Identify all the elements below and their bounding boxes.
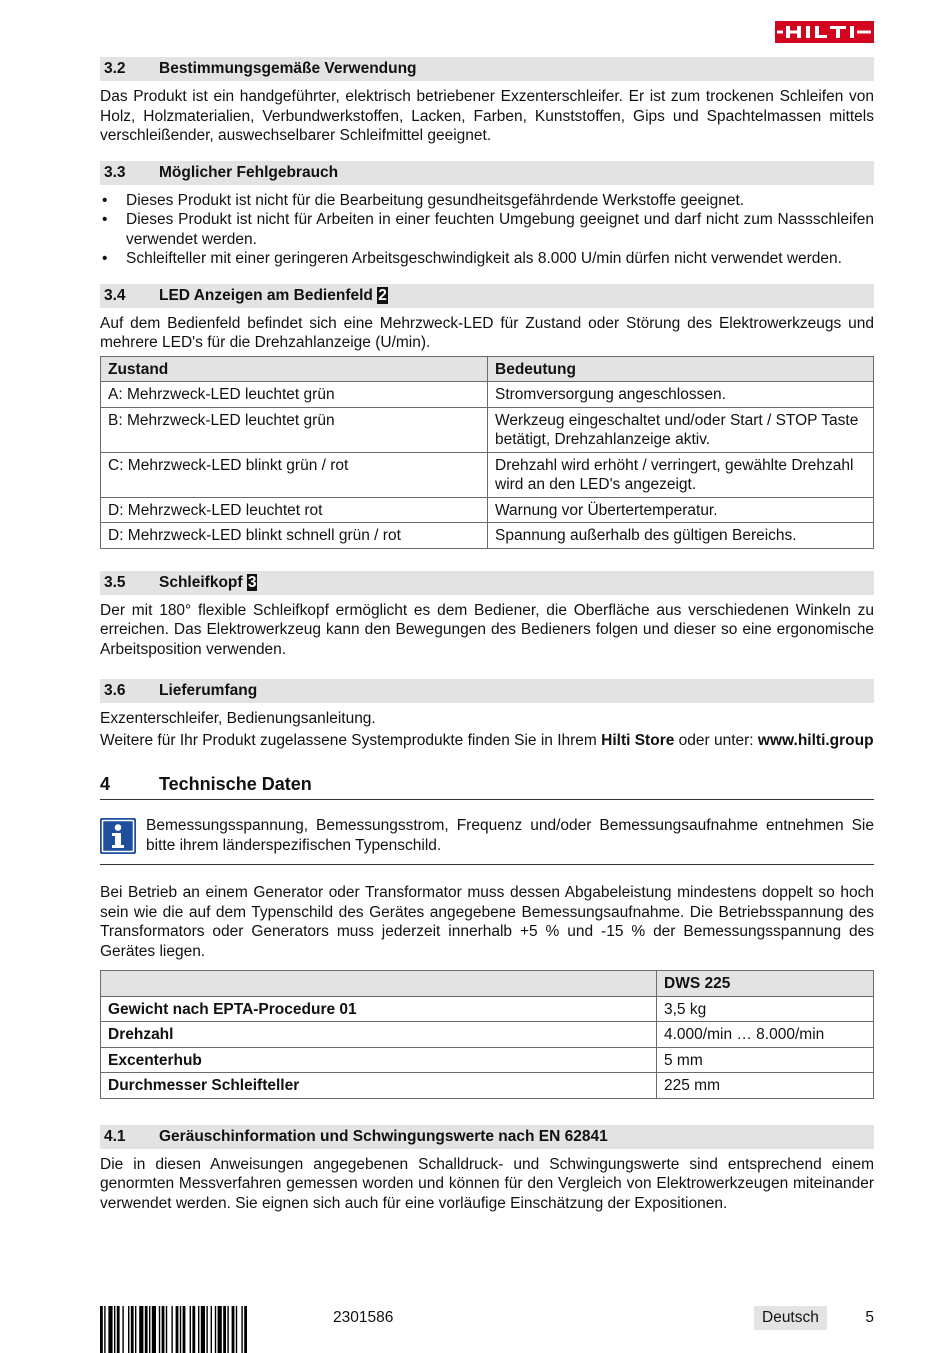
figure-reference: 2 [378, 286, 387, 304]
table-cell: 5 mm [657, 1047, 874, 1073]
section-text-4: Bei Betrieb an einem Generator oder Transformator muss dessen Abgabeleistung mindestens doppelt so hoch sein wie die auf dem Typenschild des Gerätes angegebene Bemessungsaufnahme. Die Betriebsspannung des Transformators oder Generators muss jederzeit innerhalb +5 % und -15 % der Bemessungsspannung des Gerätes liegen. [100, 884, 874, 960]
table-header-cell: DWS 225 [657, 971, 874, 997]
table-header-cell: Bedeutung [488, 356, 874, 382]
table-cell: A: Mehrzweck-LED leuchtet grün [101, 382, 488, 408]
page-footer [100, 1306, 874, 1353]
section-number: 3.3 [104, 163, 126, 181]
table-row [101, 523, 874, 549]
table-row [101, 1073, 874, 1099]
chapter-heading-4 [100, 772, 874, 800]
section-heading-3-2 [100, 57, 874, 81]
section-title: Schleifkopf 3 [159, 573, 257, 591]
table-cell: Warnung vor Übertertemperatur. [488, 497, 874, 523]
table-cell: Excenterhub [101, 1047, 657, 1073]
table-cell: Drehzahl [101, 1022, 657, 1048]
section-title: Geräuschinformation und Schwingungswerte nach EN 62841 [159, 1127, 608, 1145]
section-title: Lieferumfang [159, 682, 258, 699]
language-badge: Deutsch [754, 1306, 827, 1330]
table-cell: Werkzeug eingeschaltet und/oder Start / STOP Taste betätigt, Drehzahlanzeige aktiv. [488, 407, 874, 452]
table-cell: 3,5 kg [657, 996, 874, 1022]
hilti-logo-mark [775, 21, 874, 43]
table-cell: D: Mehrzweck-LED leuchtet rot [101, 497, 488, 523]
info-note-text: Bemessungsspannung, Bemessungsstrom, Frequenz und/oder Bemessungsaufnahme entnehmen Sie bitte ihrem länderspezifischen Typenschild. [146, 817, 874, 854]
section-title: Bestimmungsgemäße Verwendung [159, 60, 417, 77]
table-cell: 4.000/min … 8.000/min [657, 1022, 874, 1048]
section-heading-3-4 [100, 284, 874, 308]
section-text-4-1: Die in diesen Anweisungen angegebenen Schalldruck- und Schwingungswerte sind entsprechend einem genormten Messverfahren gemessen worden und können für den Vergleich von Elektrowerkzeugen miteinander verwendet werden. Sie eignen sich auch für eine vorläufige Einschätzung der Expositionen. [100, 1155, 874, 1212]
page-content [100, 57, 874, 1213]
section-title: LED Anzeigen am Bedienfeld 2 [159, 286, 387, 304]
section-number: 4.1 [104, 1127, 126, 1145]
hilti-store-label: Hilti Store [601, 731, 675, 749]
table-cell: D: Mehrzweck-LED blinkt schnell grün / rot [101, 523, 488, 549]
system-products-text: Weitere für Ihr Produkt zugelassene Systemprodukte finden Sie in Ihrem Hilti Store oder unter: www.hilti.group [100, 731, 874, 749]
section-number: 3.6 [104, 682, 126, 699]
chapter-number: 4 [100, 774, 111, 794]
document-number: 2301586 [333, 1309, 394, 1326]
page-number: 5 [865, 1309, 874, 1326]
barcode-icon [100, 1306, 314, 1353]
info-note [100, 800, 874, 865]
section-title: Möglicher Fehlgebrauch [159, 163, 339, 181]
list-item: • Dieses Produkt ist nicht für Arbeiten in einer feuchten Umgebung geeignet und darf nicht zum Nassschleifen verwendet werden. [100, 210, 874, 249]
table-row [101, 452, 874, 497]
misuse-list [100, 191, 874, 269]
table-header-cell [101, 971, 657, 997]
table-cell: Stromversorgung angeschlossen. [488, 382, 874, 408]
list-item: • Dieses Produkt ist nicht für die Bearbeitung gesundheitsgefährdende Werkstoffe geeignet. [100, 191, 874, 211]
table-cell: 225 mm [657, 1073, 874, 1099]
section-heading-3-5 [100, 571, 874, 595]
hilti-logo [775, 21, 874, 43]
table-cell: Drehzahl wird erhöht / verringert, gewählte Drehzahl wird an den LED's angezeigt. [488, 452, 874, 497]
technical-data-table [100, 970, 874, 1099]
table-header-row [101, 356, 874, 382]
table-cell: C: Mehrzweck-LED blinkt grün / rot [101, 452, 488, 497]
section-heading-3-6 [100, 679, 874, 703]
scope-of-delivery: Exzenterschleifer, Bedienungsanleitung. [100, 710, 376, 727]
chapter-title: Technische Daten [159, 774, 312, 794]
table-row [101, 497, 874, 523]
list-item: • Schleifteller mit einer geringeren Arbeitsgeschwindigkeit als 8.000 U/min dürfen nicht verwendet werden. [100, 249, 874, 269]
section-heading-4-1 [100, 1125, 874, 1149]
section-text-3-2: Das Produkt ist ein handgeführter, elektrisch betriebener Exzenterschleifer. Er ist zum trockenen Schleifen von Holz, Holzmaterialien, Verbundwerkstoffen, Lacken, Farben, Kunststoffen, Gips und Spachtelmassen mittels verschleißender, auswechselbarer Schleifmittel geeignet. [100, 88, 874, 144]
table-cell: Spannung außerhalb des gültigen Bereichs. [488, 523, 874, 549]
led-status-table [100, 356, 874, 549]
table-row [101, 382, 874, 408]
table-header-cell: Zustand [101, 356, 488, 382]
section-text-3-4: Auf dem Bedienfeld befindet sich eine Mehrzweck-LED für Zustand oder Störung des Elektrowerkzeugs und mehrere LED's für die Drehzahlanzeige (U/min). [100, 314, 874, 351]
table-cell: Gewicht nach EPTA-Procedure 01 [101, 996, 657, 1022]
table-row [101, 996, 874, 1022]
website-link[interactable]: www.hilti.group [757, 731, 874, 749]
table-row [101, 407, 874, 452]
section-number: 3.2 [104, 60, 126, 77]
info-icon [100, 818, 136, 854]
section-number: 3.5 [104, 573, 126, 591]
table-cell: B: Mehrzweck-LED leuchtet grün [101, 407, 488, 452]
section-text-3-5: Der mit 180° flexible Schleifkopf ermöglicht es dem Bediener, die Oberfläche aus verschiedenen Winkeln zu erreichen. Das Elektrowerkzeug kann den Bewegungen des Bedieners folgen und dieser so eine ergonomische Arbeitsposition verwenden. [100, 601, 874, 658]
table-row [101, 1022, 874, 1048]
table-header-row [101, 971, 874, 997]
figure-reference: 3 [247, 573, 257, 591]
table-cell: Durchmesser Schleifteller [101, 1073, 657, 1099]
table-row [101, 1047, 874, 1073]
section-number: 3.4 [104, 286, 126, 304]
section-heading-3-3 [100, 161, 874, 185]
